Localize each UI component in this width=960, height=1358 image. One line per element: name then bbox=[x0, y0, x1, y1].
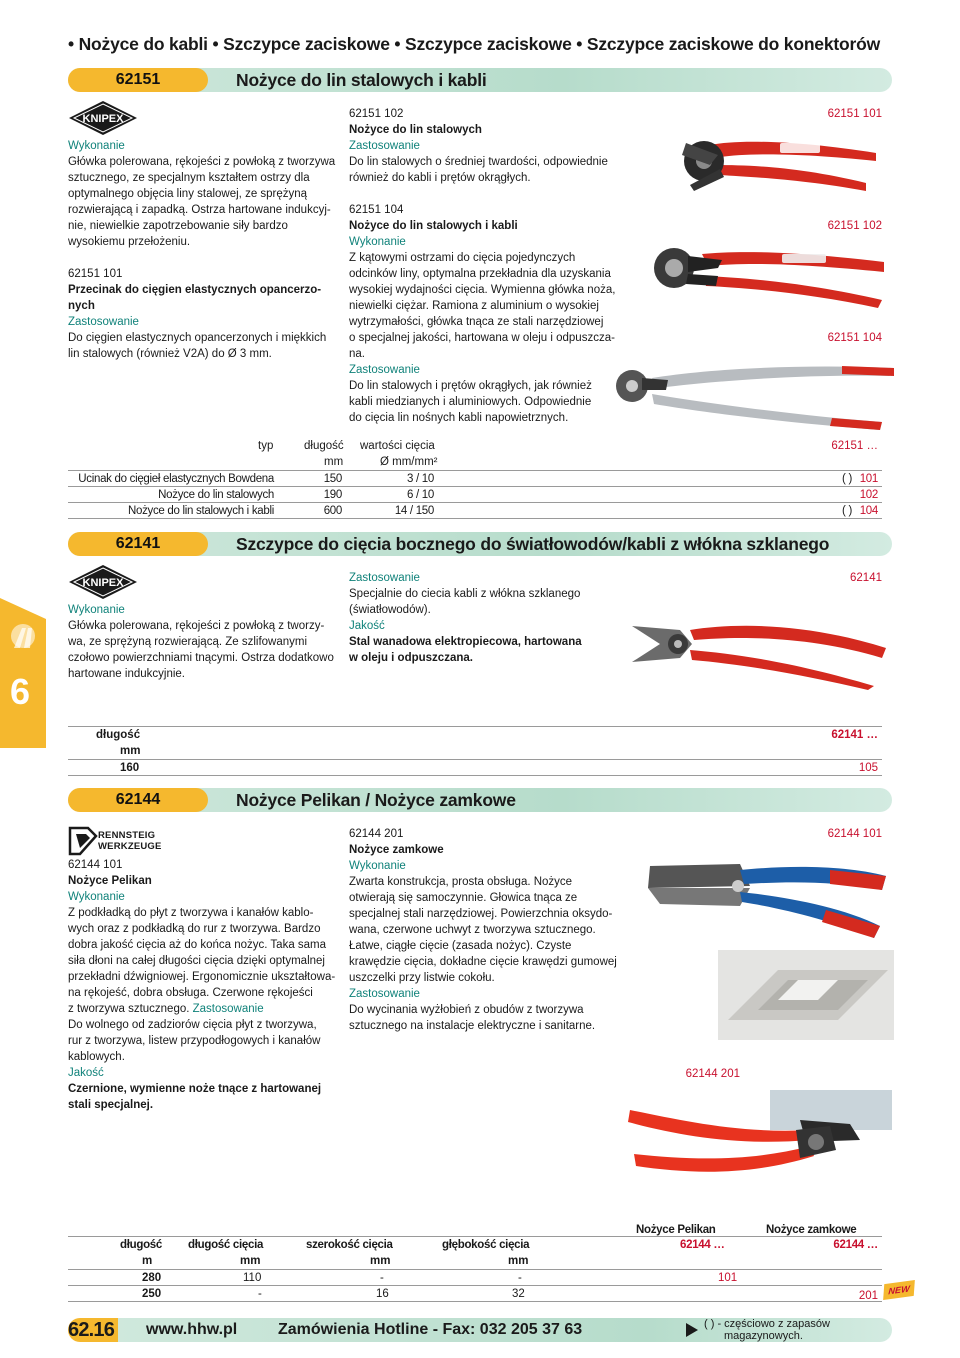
cell-typ: Ucinak do cięgieł elastycznych Bowdena bbox=[78, 473, 274, 485]
text-line: Specjalnie do ciecia kabli z włókna szklanego bbox=[349, 588, 581, 600]
cell-mark: ( ) bbox=[842, 505, 852, 517]
cell-mark: ( ) bbox=[842, 473, 852, 485]
text-line: nie, niewielkie zapotrzebowanie siły bardzo bbox=[68, 220, 288, 232]
section3-left-text bbox=[68, 857, 338, 1113]
text-line: wysokiej wydajności cięcia. Wymienna główka noża, bbox=[349, 284, 616, 296]
item-code: 62151 101 bbox=[68, 268, 123, 280]
text-line: wa, ze sprężyną rozwierającą. Ze szlifowanymi bbox=[68, 636, 308, 648]
col-header: długość bbox=[304, 440, 344, 452]
product-photo-62141 bbox=[630, 600, 890, 690]
knipex-logo bbox=[68, 564, 138, 600]
col-header: długość bbox=[120, 1239, 162, 1251]
col-header: długość cięcia bbox=[188, 1239, 264, 1251]
col-header: długość bbox=[96, 729, 141, 741]
svg-text:KNIPEX: KNIPEX bbox=[82, 113, 124, 125]
cell-typ: Nożyce do lin stalowych bbox=[158, 489, 274, 501]
cell-dl: 190 bbox=[323, 489, 342, 501]
zastosowanie-label: Zastosowanie bbox=[349, 988, 420, 1000]
pliers-icon bbox=[6, 618, 40, 668]
col-header-code: 62144 … bbox=[680, 1239, 725, 1251]
spec-table-62144 bbox=[68, 1236, 882, 1302]
table-row bbox=[68, 760, 882, 775]
section2-mid-text bbox=[349, 570, 619, 666]
col-group-pelikan: Nożyce Pelikan bbox=[636, 1224, 716, 1236]
section-title-62144: Nożyce Pelikan / Nożyce zamkowe bbox=[236, 790, 516, 810]
spec-table-62141 bbox=[68, 726, 882, 776]
text-line: kabli miedzianych i aluminiowych. Odpowiednie bbox=[349, 396, 592, 408]
wykonanie-label: Wykonanie bbox=[68, 604, 125, 616]
photo-label: 62151 104 bbox=[827, 332, 882, 344]
footer-url[interactable]: www.hhw.pl bbox=[146, 1321, 238, 1338]
text-line: dobra jakość cięcia aż do końca nożyc. Taka sama bbox=[68, 939, 327, 951]
text-line: niewielki ciężar. Ramiona z aluminium o wysokiej bbox=[349, 300, 599, 312]
item-name: Nożyce Pelikan bbox=[68, 875, 152, 887]
cell-code: 101 bbox=[718, 1272, 738, 1284]
col-header: szerokość cięcia bbox=[306, 1239, 393, 1251]
photo-label: 62141 bbox=[850, 572, 882, 584]
section1-left-text bbox=[68, 138, 338, 362]
text-line: Stal wanadowa elektropiecowa, hartowana bbox=[349, 636, 582, 648]
cell-wart: 6 / 10 bbox=[407, 489, 434, 501]
text-line: Czernione, wymienne noże tnące z hartowanej bbox=[68, 1083, 322, 1095]
text-line: Główka polerowana, rękojeści z powłoką z tworzywa bbox=[68, 156, 336, 168]
zastosowanie-label: Zastosowanie bbox=[192, 1003, 264, 1015]
text-line: otwierają się samoczynnie. Głowica tnąca ze bbox=[349, 892, 578, 904]
text-line: wytrzymałości, główka tnąca ze stali narzędziowej bbox=[349, 316, 604, 328]
table-row bbox=[68, 503, 882, 518]
cell-sz: - bbox=[380, 1272, 384, 1284]
zastosowanie-label: Zastosowanie bbox=[349, 364, 420, 376]
text-line: również do kabli i prętów okrągłych. bbox=[349, 172, 531, 184]
cell-sz: 16 bbox=[376, 1288, 389, 1300]
cell-dl: 600 bbox=[323, 505, 342, 517]
item-name: Nożyce do lin stalowych bbox=[349, 124, 482, 136]
text-line: hartowane indukcyjnie. bbox=[68, 668, 185, 680]
text-line: na. bbox=[349, 348, 365, 360]
col-group-zamkowe: Nożyce zamkowe bbox=[766, 1224, 857, 1236]
page-number: 62.16 bbox=[68, 1319, 115, 1341]
cell-dl: 160 bbox=[120, 762, 140, 774]
col-header-code: 62151 … bbox=[831, 440, 878, 452]
item-name: Nożyce do lin stalowych i kabli bbox=[349, 220, 518, 232]
spec-table-62151 bbox=[68, 438, 882, 519]
section-code-62141: 62141 bbox=[68, 532, 208, 556]
col-header: typ bbox=[258, 440, 274, 452]
item-code: 62144 101 bbox=[68, 859, 123, 871]
divider bbox=[68, 775, 882, 776]
section2-left-text bbox=[68, 602, 338, 682]
text-line: Z kątowymi ostrzami do cięcia pojedynczych bbox=[349, 252, 576, 264]
cell-code: 201 bbox=[858, 1290, 878, 1302]
item-code: 62144 201 bbox=[349, 828, 404, 840]
section-title-62151: Nożyce do lin stalowych i kabli bbox=[236, 70, 487, 90]
section3-mid-text bbox=[349, 826, 619, 1034]
rennsteig-text: RENNSTEIG WERKZEUGE bbox=[98, 830, 162, 852]
wykonanie-label: Wykonanie bbox=[68, 891, 125, 903]
text-line: rur z tworzywa, listew przypodłogowych i kanałów bbox=[68, 1035, 321, 1047]
col-header: wartości cięcia bbox=[360, 440, 435, 452]
chapter-number: 6 bbox=[10, 671, 31, 712]
item-name: nych bbox=[68, 300, 95, 312]
rennsteig-logo bbox=[68, 826, 178, 856]
unit: mm bbox=[508, 1255, 529, 1267]
text-line: wych oraz z podkładką do rur z tworzywa. Bardzo bbox=[68, 923, 321, 935]
photo-label: 62151 101 bbox=[827, 108, 882, 120]
unit: mm bbox=[240, 1255, 261, 1267]
col-header-code: 62144 … bbox=[833, 1239, 878, 1251]
table-row bbox=[68, 1270, 882, 1285]
text-line: Do wolnego od zadziorów cięcia płyt z tworzywa, bbox=[68, 1019, 317, 1031]
cell-dl: 250 bbox=[142, 1288, 162, 1300]
profile-photo bbox=[718, 950, 894, 1040]
unit: m bbox=[142, 1255, 153, 1267]
footer-hotline: Zamówienia Hotline - Fax: 032 205 37 63 bbox=[278, 1321, 583, 1338]
text-line: uszczelki przy listwie cokołu. bbox=[349, 972, 495, 984]
text-line: przekładni dźwigniowej. Ergonomicznie ukształtowa- bbox=[68, 971, 336, 983]
text-line: Do lin stalowych o średniej twardości, odpowiednie bbox=[349, 156, 608, 168]
jakosc-label: Jakość bbox=[349, 620, 385, 632]
svg-text:KNIPEX: KNIPEX bbox=[82, 577, 124, 589]
unit: Ø mm/mm² bbox=[380, 456, 438, 468]
text-line: w oleju i odpuszczana. bbox=[349, 652, 473, 664]
cell-wart: 14 / 150 bbox=[394, 505, 434, 517]
text-line: do cięcia lin nośnych kabli napowietrznych. bbox=[349, 412, 569, 424]
unit: mm bbox=[324, 456, 344, 468]
cell-code: 102 bbox=[859, 489, 878, 501]
text-line: Do cięgien elastycznych opancerzonych i miękkich bbox=[68, 332, 327, 344]
table-row bbox=[68, 471, 882, 486]
jakosc-label: Jakość bbox=[68, 1067, 104, 1079]
item-name: Nożyce zamkowe bbox=[349, 844, 444, 856]
photo-label: 62151 102 bbox=[827, 220, 882, 232]
text-line: z tworzywa sztucznego. bbox=[68, 1003, 190, 1015]
text-line: wana, czerwone uchwyt z tworzywa sztucznego. bbox=[349, 924, 596, 936]
text-line: stali specjalnej. bbox=[68, 1099, 154, 1111]
cell-wart: 3 / 10 bbox=[407, 473, 434, 485]
zastosowanie-label: Zastosowanie bbox=[349, 140, 420, 152]
unit: mm bbox=[370, 1255, 391, 1267]
text-line: Zwarta konstrukcja, prosta obsługa. Nożyce bbox=[349, 876, 573, 888]
text-line: Główka polerowana, rękojeści z powłoką z tworzy- bbox=[68, 620, 325, 632]
text-line: krawędzie cięcia, dokładne cięcie krawędzi gumowej bbox=[349, 956, 617, 968]
text-line: sztucznego na instalacje elektryczne i sanitarne. bbox=[349, 1020, 596, 1032]
text-line: (światłowodów). bbox=[349, 604, 431, 616]
cell-typ: Nożyce do lin stalowych i kabli bbox=[127, 505, 274, 517]
text-line: lin stalowych (również V2A) do Ø 3 mm. bbox=[68, 348, 272, 360]
section-title-62141: Szczypce do cięcia bocznego do światłowodów/kabli z włókna szklanego bbox=[236, 534, 830, 554]
page-header: • Nożyce do kabli • Szczypce zaciskowe • Szczypce zaciskowe • Szczypce zaciskowe do konektorów bbox=[68, 34, 881, 54]
product-photo-62144-201 bbox=[610, 1090, 892, 1220]
text-line: odcinków liny, optymalna przekładnia dla uzyskania bbox=[349, 268, 611, 280]
product-photo-62151-104 bbox=[612, 350, 896, 430]
wykonanie-label: Wykonanie bbox=[68, 140, 125, 152]
text-line: specjalnej stali narzędziowej. Powierzchnia oksydo- bbox=[349, 908, 613, 920]
cell-code: 104 bbox=[859, 505, 878, 517]
divider bbox=[68, 1301, 882, 1302]
zastosowanie-label: Zastosowanie bbox=[68, 316, 139, 328]
product-photo-62144-101 bbox=[630, 846, 892, 946]
item-code: 62151 104 bbox=[349, 204, 404, 216]
table-row bbox=[68, 487, 882, 502]
new-badge: NEW bbox=[883, 1280, 915, 1300]
cell-dlc: - bbox=[258, 1288, 262, 1300]
text-line: wysokiemu przełożeniu. bbox=[68, 236, 191, 248]
cell-code: 105 bbox=[858, 762, 878, 774]
photo-label: 62144 101 bbox=[827, 828, 882, 840]
item-name: Przecinak do cięgien elastycznych opancerzo- bbox=[68, 284, 322, 296]
text-line: na rękojeść, dobra obsługa. Czerwone rękojeści bbox=[68, 987, 313, 999]
cell-gl: 32 bbox=[512, 1288, 525, 1300]
cell-gl: - bbox=[518, 1272, 522, 1284]
cell-code: 101 bbox=[859, 473, 878, 485]
item-code: 62151 102 bbox=[349, 108, 404, 120]
photo-label: 62144 201 bbox=[685, 1068, 740, 1080]
text-line: Do wycinania wyżłobień z obudów z tworzywa bbox=[349, 1004, 584, 1016]
product-photo-62151-102 bbox=[652, 232, 888, 310]
section1-mid-text bbox=[349, 106, 619, 426]
cell-dl: 280 bbox=[142, 1272, 162, 1284]
text-line: o specjalnej jakości, hartowana w oleju i odpuszcza- bbox=[349, 332, 615, 344]
text-line: Do lin stalowych i prętów okrągłych, jak również bbox=[349, 380, 592, 392]
wykonanie-label: Wykonanie bbox=[349, 236, 406, 248]
col-header-code: 62141 … bbox=[831, 729, 878, 741]
col-header: głębokość cięcia bbox=[442, 1239, 530, 1251]
footer-note: ( ) - częściowo z zapasów magazynowych. bbox=[704, 1318, 830, 1342]
text-line: Z podkładką do płyt z tworzywa i kanałów kablo- bbox=[68, 907, 314, 919]
section-code-62144: 62144 bbox=[68, 788, 208, 812]
text-line: rozwierającą i zapadką. Ostrza hartowane indukcyj- bbox=[68, 204, 331, 216]
text-line: Łatwe, ciągłe cięcie (zasada nożyc). Czyste bbox=[349, 940, 572, 952]
cell-dl: 150 bbox=[323, 473, 342, 485]
knipex-logo bbox=[68, 100, 138, 136]
arrow-right-icon bbox=[686, 1323, 698, 1337]
text-line: czołowo powierzchniami tnącymi. Ostrza dodatkowo bbox=[68, 652, 334, 664]
text-line: kablowych. bbox=[68, 1051, 125, 1063]
unit: mm bbox=[120, 745, 141, 757]
section-code-62151: 62151 bbox=[68, 68, 208, 92]
text-line: siła dłoni na całej długości cięcia dzięki optymalnej bbox=[68, 955, 325, 967]
zastosowanie-label: Zastosowanie bbox=[349, 572, 420, 584]
table-row bbox=[68, 1286, 882, 1301]
cell-dlc: 110 bbox=[243, 1272, 262, 1284]
text-line: optymalnego objęcia liny stalowej, ze sprężyną bbox=[68, 188, 308, 200]
text-line: sztucznego, ze specjalnym kształtem ostrzy dla bbox=[68, 172, 310, 184]
product-photo-62151-101 bbox=[680, 125, 880, 200]
wykonanie-label: Wykonanie bbox=[349, 860, 406, 872]
